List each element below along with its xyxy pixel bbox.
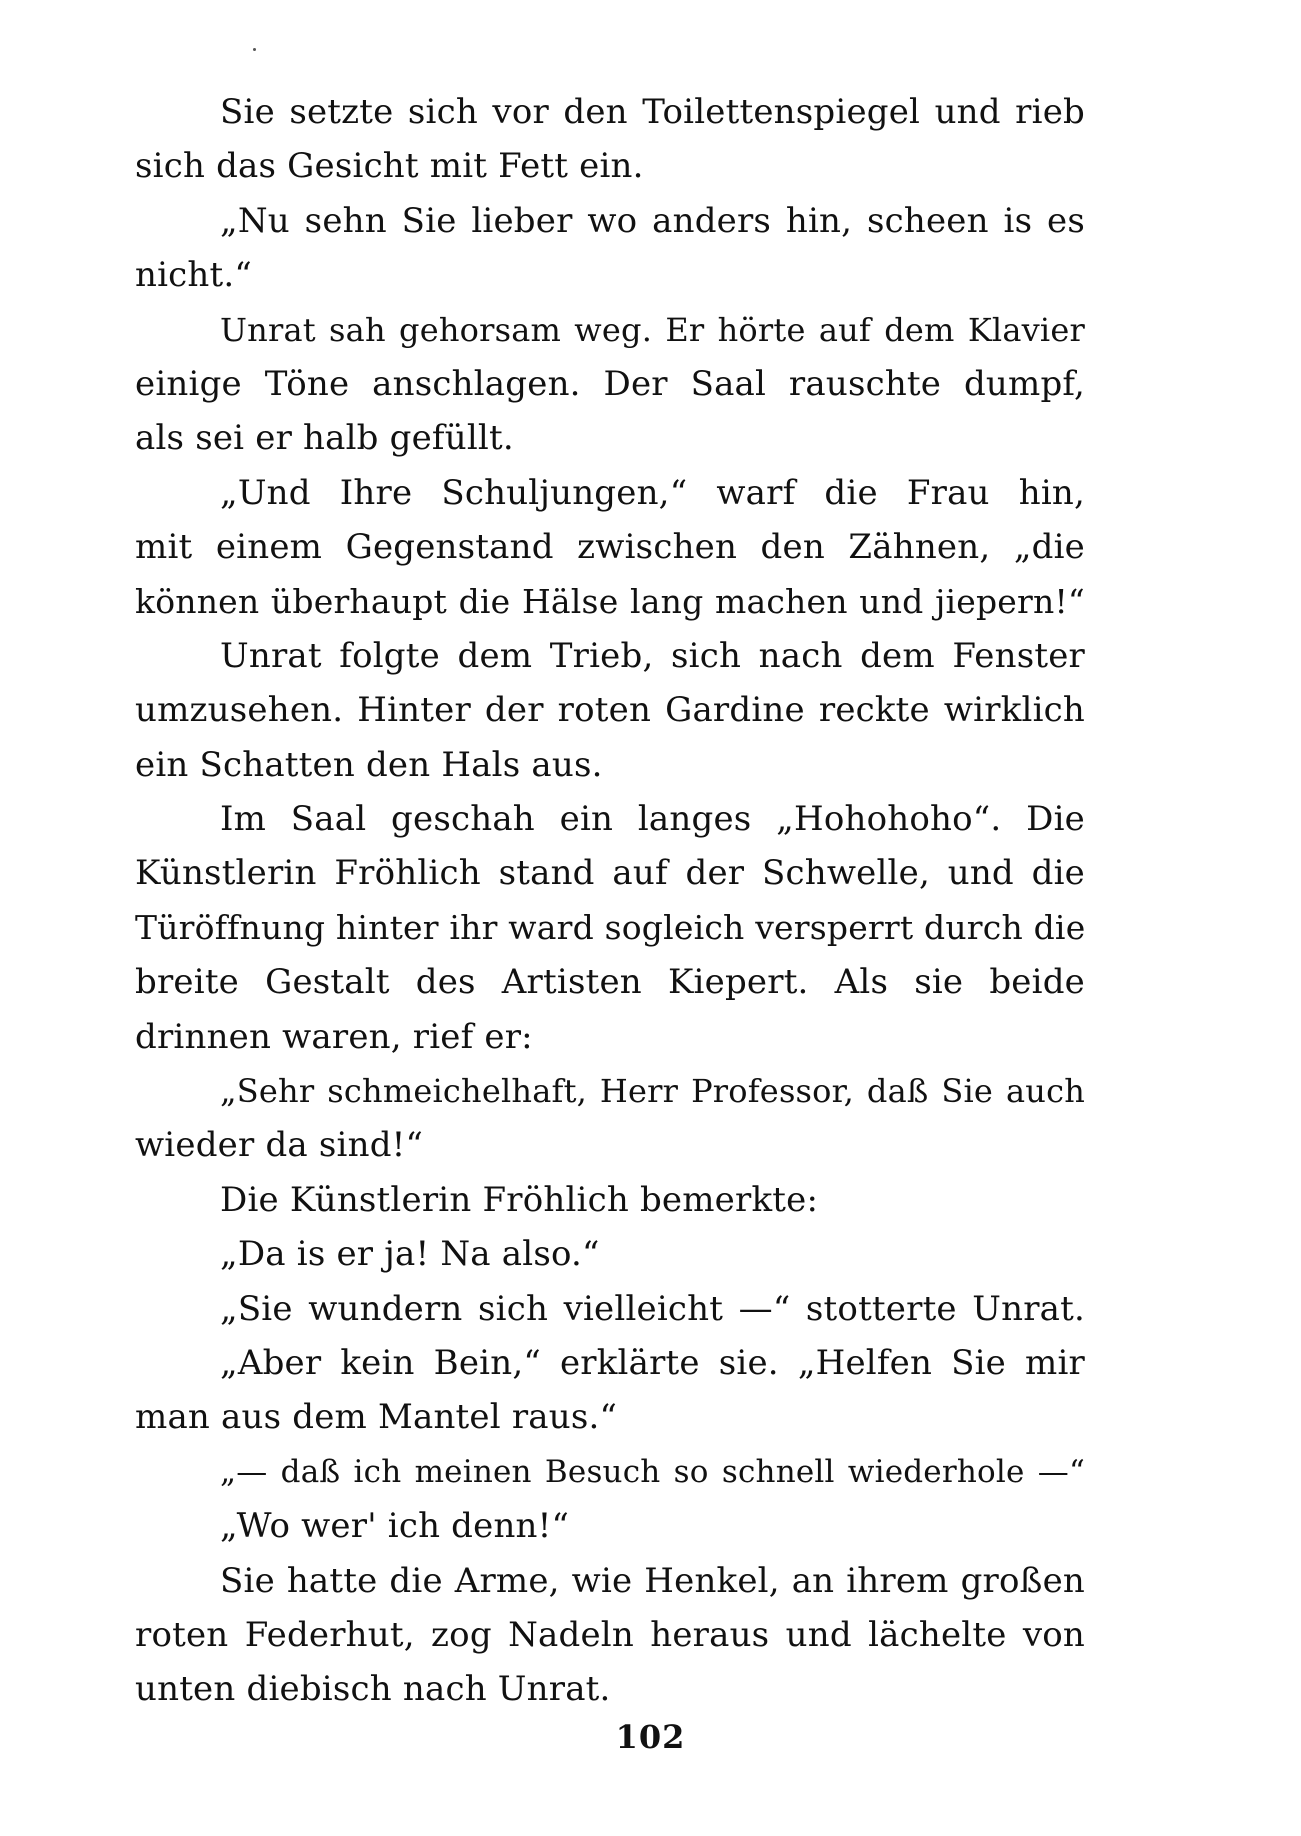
text-line: einige Töne anschlagen. Der Saal rauschte dumpf, — [135, 363, 1085, 404]
text-line: roten Federhut, zog Nadeln heraus und lächelte von — [135, 1614, 1085, 1655]
text-line: „Wo wer' ich denn!“ — [220, 1506, 570, 1547]
text-line: „— daß ich meinen Besuch so schnell wiederhole —“ — [220, 1453, 1085, 1490]
text-line: Türöffnung hinter ihr ward sogleich versperrt durch die — [135, 907, 1086, 947]
text-line: wieder da sind!“ — [135, 1125, 424, 1166]
text-line: „Da is er ja! Na also.“ — [220, 1234, 600, 1275]
text-line: „Sehr schmeichelhaft, Herr Professor, daß Sie auch — [220, 1072, 1085, 1111]
text-line: Die Künstlerin Fröhlich bemerkte: — [220, 1179, 819, 1220]
text-line: breite Gestalt des Artisten Kiepert. Als sie beide — [135, 962, 1085, 1003]
ink-speck — [253, 48, 256, 51]
text-line: „Sie wundern sich vielleicht —“ stotterte Unrat. — [220, 1288, 1085, 1329]
text-line: unten diebisch nach Unrat. — [135, 1669, 611, 1710]
text-line: als sei er halb gefüllt. — [135, 418, 514, 459]
text-line: „Nu sehn Sie lieber wo anders hin, scheen is es — [220, 200, 1085, 241]
page-number: 102 — [615, 1718, 686, 1756]
text-line: können überhaupt die Hälse lang machen und jiepern!“ — [135, 581, 1085, 621]
text-line: Künstlerin Fröhlich stand auf der Schwelle, und die — [135, 853, 1085, 894]
text-line: „Aber kein Bein,“ erklärte sie. „Helfen Sie mir — [220, 1342, 1085, 1383]
text-line: Sie setzte sich vor den Toilettenspiegel und rieb — [220, 92, 1085, 132]
text-line: Sie hatte die Arme, wie Henkel, an ihrem großen — [220, 1560, 1085, 1601]
text-line: drinnen waren, rief er: — [135, 1016, 533, 1057]
text-line: mit einem Gegenstand zwischen den Zähnen, „die — [135, 527, 1085, 568]
body-text — [135, 85, 1085, 1717]
text-line: nicht.“ — [135, 255, 252, 296]
text-line: „Und Ihre Schuljungen,“ warf die Frau hin, — [220, 472, 1085, 513]
text-line: umzusehen. Hinter der roten Gardine reckte wirklich — [135, 690, 1085, 731]
text-line: ein Schatten den Hals aus. — [135, 744, 603, 785]
text-line: Im Saal geschah ein langes „Hohohoho“. Die — [220, 799, 1085, 840]
text-line: Unrat sah gehorsam weg. Er hörte auf dem Klavier — [220, 310, 1085, 349]
text-line: sich das Gesicht mit Fett ein. — [135, 146, 644, 187]
text-line: Unrat folgte dem Trieb, sich nach dem Fenster — [220, 635, 1085, 676]
text-line: man aus dem Mantel raus.“ — [135, 1397, 618, 1438]
